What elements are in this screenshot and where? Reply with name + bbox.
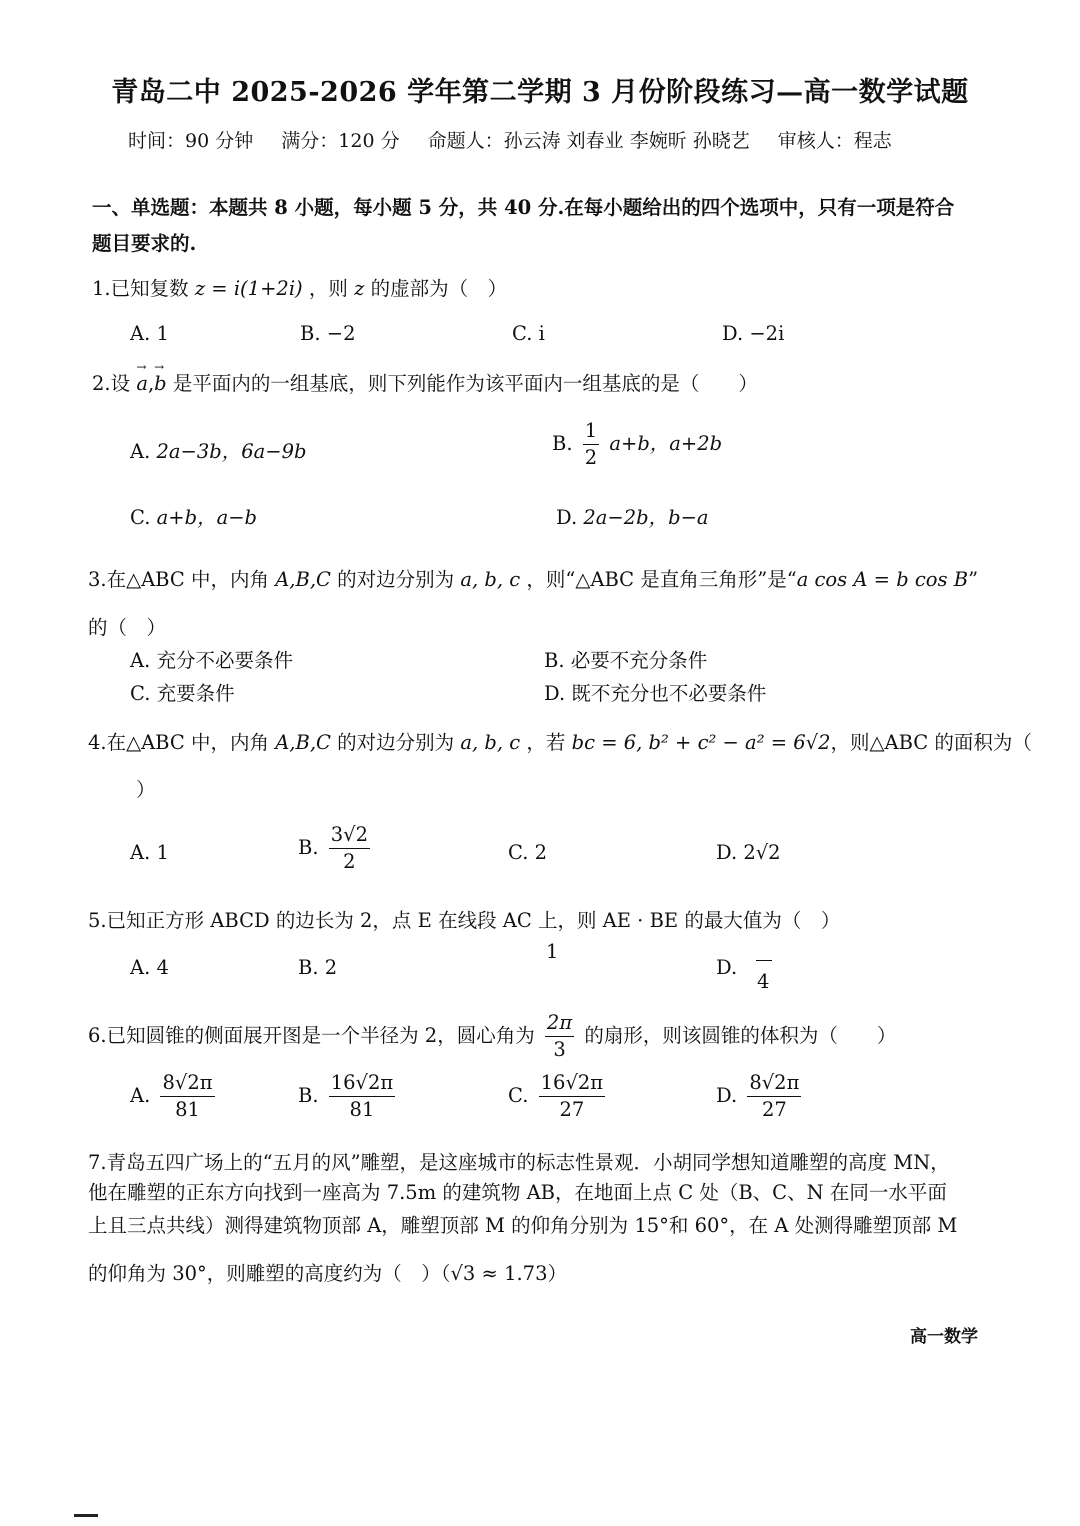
q3-stem-b: 的对边分别为 bbox=[337, 568, 455, 591]
q2-option-d bbox=[556, 502, 709, 530]
question-4 bbox=[88, 727, 1032, 755]
q5-option-d bbox=[716, 956, 737, 979]
q4-stem-a: 4.在△ABC 中，内角 bbox=[88, 731, 269, 754]
q1-stem-a: 1.已知复数 bbox=[92, 277, 189, 300]
question-7-line-2: 他在雕塑的正东方向找到一座高为 7.5m 的建筑物 AB，在地面上点 C 处（B、C、N 在同一水平面 bbox=[88, 1181, 947, 1204]
q1-option-c: C. i bbox=[512, 322, 545, 345]
q3-stem-e: 的（ ） bbox=[88, 616, 167, 639]
q3-stem-d: ” bbox=[968, 568, 979, 591]
q3-stem-a: 3.在△ABC 中，内角 bbox=[88, 568, 269, 591]
question-7-line-3: 上且三点共线）测得建筑物顶部 A，雕塑顶部 M 的仰角分别为 15°和 60°，在 A 处测得雕塑顶部 M bbox=[88, 1214, 958, 1237]
q2-b-label: B. bbox=[552, 432, 573, 455]
q6-c-fraction bbox=[539, 1070, 605, 1123]
q2-option-c bbox=[130, 502, 257, 530]
q1-option-d: D. −2i bbox=[722, 322, 785, 345]
question-2: 2.设 → a,→ b 是平面内的一组基底，则下列能作为该平面内一组基底的是（ ） bbox=[92, 368, 758, 396]
q2-b-expr: a+b，a+2b bbox=[609, 432, 723, 455]
question-1 bbox=[92, 273, 507, 301]
q6-angle-den: 3 bbox=[553, 1038, 566, 1061]
q6-b-num: 16√2π bbox=[329, 1070, 395, 1097]
section-heading: 一、单选题：本题共 8 小题，每小题 5 分，共 40 分.在每小题给出的四个选项中，只有一项是符合 bbox=[92, 196, 955, 219]
q6-a-den: 81 bbox=[175, 1098, 200, 1121]
q4-sides: a, b, c bbox=[460, 731, 521, 754]
q5-option-c-num: 1 bbox=[546, 940, 559, 963]
question-7-line-1: 7.青岛五四广场上的“五月的风”雕塑，是这座城市的标志性景观．小胡同学想知道雕塑的高度 MN， bbox=[88, 1151, 950, 1174]
q3-condition: a cos A = b cos B bbox=[796, 568, 969, 591]
q6-a-label: A. bbox=[130, 1084, 151, 1107]
q2-b-fraction bbox=[583, 418, 599, 471]
q6-option-a bbox=[130, 1070, 219, 1123]
q4-stem-e: ） bbox=[136, 778, 156, 801]
q2-d-expr: 2a−2b，b−a bbox=[583, 506, 709, 529]
q2-c-label: C. bbox=[130, 506, 151, 529]
q4-option-b bbox=[298, 822, 374, 875]
vector-a: → a bbox=[136, 372, 148, 395]
q6-b-den: 81 bbox=[349, 1098, 375, 1121]
q6-option-d bbox=[716, 1070, 805, 1123]
q6-d-fraction bbox=[747, 1070, 801, 1123]
q5-option-a: A. 4 bbox=[130, 956, 169, 979]
q3-option-b: B. 必要不充分条件 bbox=[544, 649, 708, 672]
section-heading-cont: 题目要求的. bbox=[92, 232, 197, 255]
vector-b: → b bbox=[154, 372, 166, 395]
q6-c-num: 16√2π bbox=[539, 1070, 605, 1097]
q3-option-c: C. 充要条件 bbox=[130, 682, 235, 705]
q4-angles: A,B,C bbox=[275, 731, 331, 754]
q4-option-c: C. 2 bbox=[508, 841, 548, 864]
q2-d-label: D. bbox=[556, 506, 578, 529]
q2-stem-a: 2.设 bbox=[92, 372, 131, 395]
q6-angle-num: 2π bbox=[545, 1010, 574, 1037]
q2-stem-b: 是平面内的一组基底，则下列能作为该平面内一组基底的是（ ） bbox=[172, 372, 758, 395]
q2-c-expr: a+b，a−b bbox=[156, 506, 258, 529]
exam-meta bbox=[128, 126, 914, 153]
q3-option-d: D. 既不充分也不必要条件 bbox=[544, 682, 767, 705]
question-6 bbox=[88, 1010, 896, 1063]
q4-b-label: B. bbox=[298, 836, 319, 859]
q4-b-fraction bbox=[329, 822, 370, 875]
q4-option-d: D. 2√2 bbox=[716, 841, 781, 864]
q2-b-den: 2 bbox=[584, 446, 598, 469]
q6-stem-b: 的扇形，则该圆锥的体积为（ ） bbox=[584, 1024, 897, 1047]
q1-expr: z = i(1+2i) bbox=[194, 277, 303, 300]
q1-stem-b: ，则 bbox=[308, 277, 348, 300]
q6-option-b bbox=[298, 1070, 399, 1123]
q1-option-b: B. −2 bbox=[300, 322, 356, 345]
exam-time: 时间：90 分钟 bbox=[128, 130, 254, 152]
q4-b-den: 2 bbox=[343, 850, 356, 873]
q3-stem-c: ，则“△ABC 是直角三角形”是“ bbox=[526, 568, 797, 591]
scan-mark bbox=[74, 1514, 98, 1517]
q1-var: z bbox=[354, 277, 365, 300]
q2-b-num: 1 bbox=[583, 418, 599, 445]
q6-d-label: D. bbox=[716, 1084, 738, 1107]
q3-angles: A,B,C bbox=[275, 568, 331, 591]
q1-stem-c: 的虚部为（ ） bbox=[370, 277, 508, 300]
q6-option-c bbox=[508, 1070, 609, 1123]
q5-d-den: 4 bbox=[757, 970, 770, 993]
q4-stem-c: ，若 bbox=[526, 731, 566, 754]
q5-d-label: D. bbox=[716, 956, 738, 979]
q1-option-a: A. 1 bbox=[130, 322, 169, 345]
q6-c-label: C. bbox=[508, 1084, 529, 1107]
q6-d-num: 8√2π bbox=[747, 1070, 801, 1097]
question-7-line-4: 的仰角为 30°，则雕塑的高度约为（ ）（√3 ≈ 1.73） bbox=[88, 1262, 567, 1285]
q6-b-label: B. bbox=[298, 1084, 319, 1107]
q5-option-b: B. 2 bbox=[298, 956, 338, 979]
question-5: 5.已知正方形 ABCD 的边长为 2，点 E 在线段 AC 上，则 AE · BE 的最大值为（ ） bbox=[88, 909, 841, 932]
q6-a-fraction bbox=[160, 1070, 214, 1123]
exam-reviewer: 审核人：程志 bbox=[777, 130, 892, 152]
q2-a-label: A. bbox=[130, 440, 151, 463]
exam-score: 满分：120 分 bbox=[281, 130, 400, 152]
q6-a-num: 8√2π bbox=[160, 1070, 214, 1097]
q3-sides: a, b, c bbox=[460, 568, 521, 591]
q4-stem-b: 的对边分别为 bbox=[337, 731, 455, 754]
q4-stem-d: ，则△ABC 的面积为（ bbox=[830, 731, 1032, 754]
footer-subject: 高一数学 bbox=[910, 1327, 978, 1347]
q5-d-fraction-bar bbox=[756, 960, 772, 961]
q2-a-expr: 2a−3b，6a−9b bbox=[156, 440, 307, 463]
q4-b-num: 3√2 bbox=[329, 822, 370, 849]
q6-stem-a: 6.已知圆锥的侧面展开图是一个半径为 2，圆心角为 bbox=[88, 1024, 535, 1047]
q6-b-fraction bbox=[329, 1070, 395, 1123]
q6-c-den: 27 bbox=[559, 1098, 585, 1121]
q2-option-a bbox=[130, 436, 307, 464]
page-title: 青岛二中 2025-2026 学年第二学期 3 月份阶段练习—高一数学试题 bbox=[111, 77, 969, 108]
q6-d-den: 27 bbox=[761, 1098, 787, 1121]
q6-angle-fraction bbox=[545, 1010, 574, 1063]
q4-option-a: A. 1 bbox=[130, 841, 169, 864]
q4-condition: bc = 6, b² + c² − a² = 6√2 bbox=[571, 731, 831, 754]
question-3 bbox=[88, 564, 978, 592]
q3-option-a: A. 充分不必要条件 bbox=[130, 649, 293, 672]
exam-authors: 命题人：孙云涛 刘春业 李婉昕 孙晓艺 bbox=[427, 130, 750, 152]
q2-option-b bbox=[552, 418, 722, 471]
